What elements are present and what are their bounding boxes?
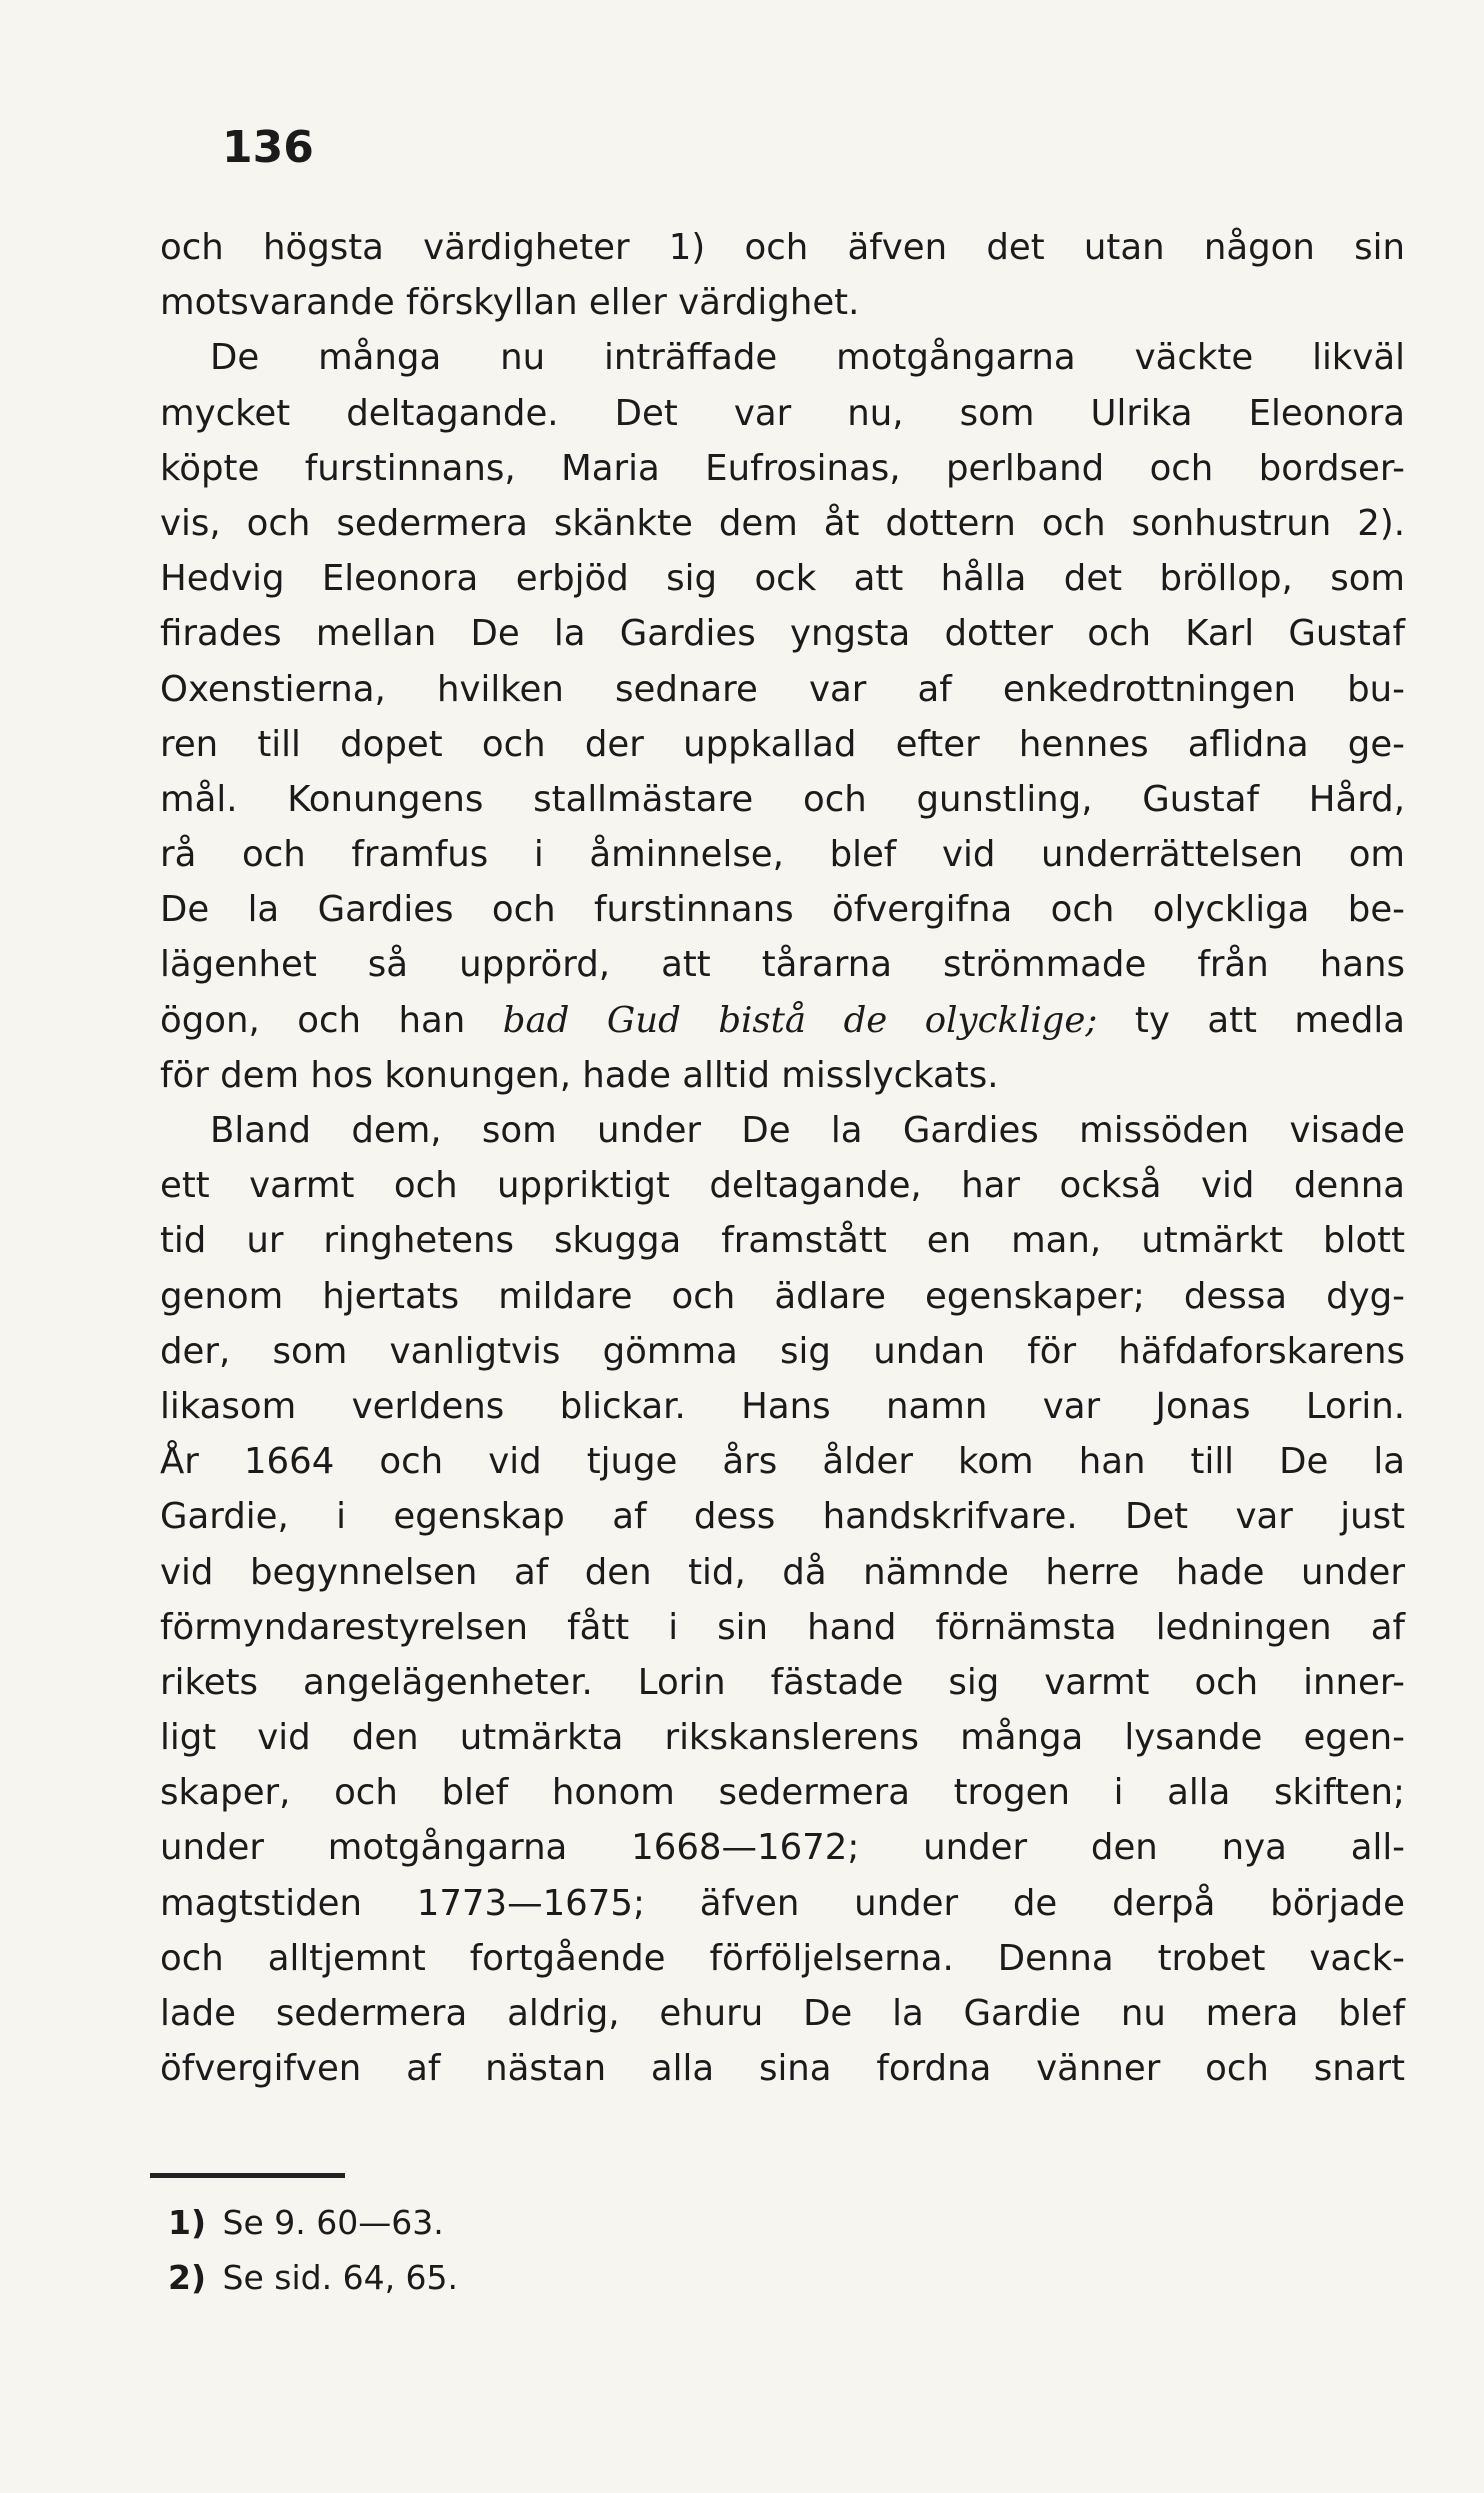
text-line: skaper, och blef honom sedermera trogen i alla skiften; <box>160 1772 1405 1814</box>
text-line: vis, och sedermera skänkte dem åt dottern och sonhustrun 2). <box>160 502 1405 544</box>
text-line: ren till dopet och der uppkallad efter hennes aflidna ge- <box>160 723 1405 765</box>
text-line: ligt vid den utmärkta rikskanslerens många lysande egen- <box>160 1717 1405 1759</box>
text-line: Oxenstierna, hvilken sednare var af enkedrottningen bu- <box>160 668 1405 710</box>
page-number: 136 <box>222 122 314 173</box>
text-line: Hedvig Eleonora erbjöd sig ock att hålla det bröllop, som <box>160 558 1405 600</box>
text-line: tid ur ringhetens skugga framstått en man, utmärkt blott <box>160 1220 1405 1262</box>
text-line: vid begynnelsen af den tid, då nämnde herre hade under <box>160 1551 1405 1593</box>
footnote-text: Se sid. 64, 65. <box>222 2258 459 2297</box>
text-line: firades mellan De la Gardies yngsta dotter och Karl Gustaf <box>160 613 1405 655</box>
text-line: lägenhet så upprörd, att tårarna strömmade från hans <box>160 944 1405 986</box>
text-line: förmyndarestyrelsen fått i sin hand förnämsta ledningen af <box>160 1606 1405 1648</box>
text-line: genom hjertats mildare och ädlare egenskaper; dessa dyg- <box>160 1275 1405 1317</box>
footnote-number: 1) <box>168 2203 207 2242</box>
text-line: magtstiden 1773—1675; äfven under de derpå började <box>160 1882 1405 1924</box>
text-line: Gardie, i egenskap af dess handskrifvare. Det var just <box>160 1496 1405 1538</box>
text-line: mål. Konungens stallmästare och gunstling, Gustaf Hård, <box>160 778 1405 820</box>
text-line: motsvarande förskyllan eller värdighet. <box>160 282 860 324</box>
text-line: lade sedermera aldrig, ehuru De la Gardie nu mera blef <box>160 1993 1405 2034</box>
text-line: rå och framfus i åminnelse, blef vid underrättelsen om <box>160 834 1405 876</box>
footnote-number: 2) <box>168 2258 207 2297</box>
text-fragment: ty att medla <box>1097 999 1405 1041</box>
text-line: köpte furstinnans, Maria Eufrosinas, perlband och bordser- <box>160 447 1405 489</box>
footnote <box>168 2250 458 2305</box>
text-line: och högsta värdigheter 1) och äfven det utan någon sin <box>160 227 1405 268</box>
text-line: öfvergifven af nästan alla sina fordna vänner och snart <box>160 2048 1405 2090</box>
text-line: för dem hos konungen, hade alltid misslyckats. <box>160 1054 999 1096</box>
text-line: der, som vanligtvis gömma sig undan för häfdaforskarens <box>160 1330 1405 1372</box>
text-line: ett varmt och uppriktigt deltagande, har också vid denna <box>160 1165 1405 1207</box>
footnotes <box>168 2195 458 2305</box>
text-line: under motgångarna 1668—1672; under den nya all- <box>160 1827 1405 1869</box>
footnote-divider <box>150 2173 345 2178</box>
text-line: Bland dem, som under De la Gardies missöden visade <box>210 1110 1405 1151</box>
text-line-italic <box>160 993 1405 1048</box>
footnote-text: Se 9. 60—63. <box>222 2203 444 2242</box>
footnote <box>168 2195 458 2250</box>
body-text <box>160 220 1405 2096</box>
italic-quote: bad Gud bistå de olycklige; <box>502 999 1098 1041</box>
text-fragment: ögon, och han <box>160 999 503 1041</box>
text-line: mycket deltagande. Det var nu, som Ulrika Eleonora <box>160 392 1405 434</box>
text-line: De många nu inträffade motgångarna väckte likväl <box>210 337 1405 379</box>
text-line: År 1664 och vid tjuge års ålder kom han till De la <box>160 1441 1405 1483</box>
text-line: och alltjemnt fortgående förföljelserna. Denna trobet vack- <box>160 1937 1405 1979</box>
text-line: De la Gardies och furstinnans öfvergifna och olyckliga be- <box>160 889 1405 931</box>
text-line: likasom verldens blickar. Hans namn var Jonas Lorin. <box>160 1385 1405 1427</box>
text-line: rikets angelägenheter. Lorin fästade sig varmt och inner- <box>160 1661 1405 1703</box>
